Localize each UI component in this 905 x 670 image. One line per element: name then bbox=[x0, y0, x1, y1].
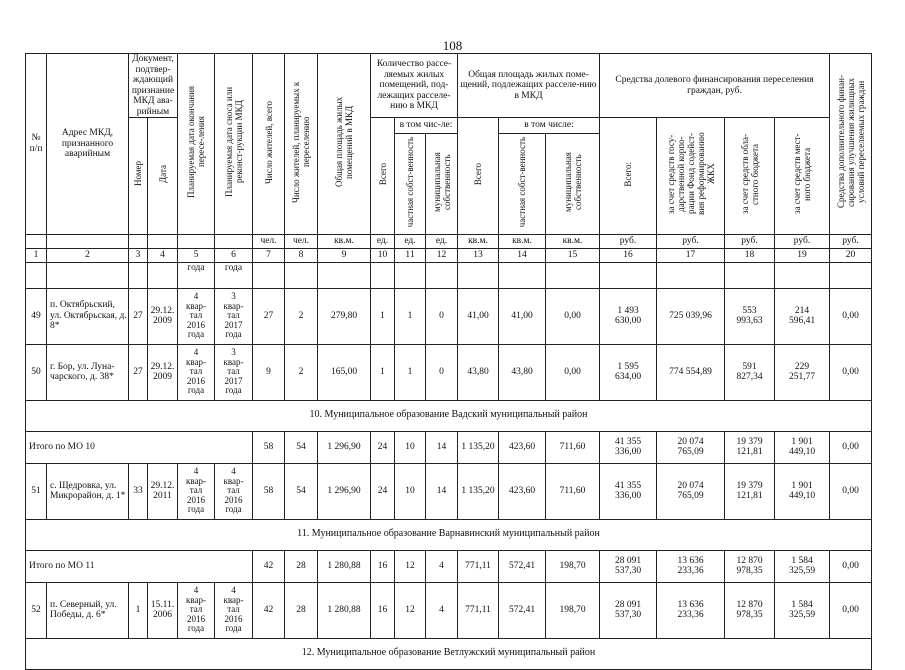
header-area-private: частная собст-венность bbox=[517, 136, 527, 228]
total-value: 1 135,20 bbox=[458, 431, 499, 463]
row-value: 1 901 449,10 bbox=[775, 463, 830, 519]
row-address: г. Бор, ул. Луна-чарского, д. 38* bbox=[47, 344, 129, 400]
unit-cell: руб. bbox=[830, 234, 872, 248]
unit-cell: ед. bbox=[371, 234, 395, 248]
row-value: 27 bbox=[253, 288, 285, 344]
unit-cell: кв.м. bbox=[458, 234, 499, 248]
table-cell bbox=[600, 262, 657, 288]
row-value: 41,00 bbox=[499, 288, 546, 344]
row-doc-date: 15.11. 2006 bbox=[148, 582, 178, 638]
table-cell bbox=[657, 262, 725, 288]
total-value: 12 870 978,35 bbox=[725, 550, 775, 582]
column-number-cell: 20 bbox=[830, 248, 872, 262]
total-value: 4 bbox=[426, 550, 458, 582]
unit-cell: руб. bbox=[775, 234, 830, 248]
row-value: 41,00 bbox=[458, 288, 499, 344]
total-value: 58 bbox=[253, 431, 285, 463]
row-value: 771,11 bbox=[458, 582, 499, 638]
row-value: 28 bbox=[285, 582, 318, 638]
total-value: 771,11 bbox=[458, 550, 499, 582]
header-address: Адрес МКД, признанного аварийным bbox=[47, 54, 129, 235]
column-number-cell: 17 bbox=[657, 248, 725, 262]
row-value: 214 596,41 bbox=[775, 288, 830, 344]
row-doc-number: 27 bbox=[129, 288, 148, 344]
row-value: 0,00 bbox=[830, 288, 872, 344]
row-address: п. Северный, ул. Победы, д. 6* bbox=[47, 582, 129, 638]
resettlement-table bbox=[25, 53, 872, 670]
row-value: 725 039,96 bbox=[657, 288, 725, 344]
section-title: 12. Муниципальное образование Ветлужский муниципальный район bbox=[26, 638, 872, 669]
continuation-row bbox=[26, 262, 872, 288]
table-cell bbox=[546, 262, 600, 288]
header-area-group: Общая площадь жилых поме-щений, подлежащих расселе-нию в МКД bbox=[458, 54, 600, 118]
header-total-area: Общая площадь жилых помещений в МКД bbox=[334, 96, 354, 188]
row-demolish: 4 квар- тал 2016 года bbox=[215, 582, 253, 638]
row-value: 1 135,20 bbox=[458, 463, 499, 519]
unit-cell bbox=[178, 234, 215, 248]
total-value: 14 bbox=[426, 431, 458, 463]
unit-cell bbox=[148, 234, 178, 248]
row-value: 20 074 765,09 bbox=[657, 463, 725, 519]
total-value: 42 bbox=[253, 550, 285, 582]
header-rooms-incl: в том чис-ле: bbox=[395, 118, 458, 134]
column-number-cell: 3 bbox=[129, 248, 148, 262]
unit-cell bbox=[215, 234, 253, 248]
section-title: 10. Муниципальное образование Вадский муниципальный район bbox=[26, 400, 872, 431]
row-resettle-end: 4 квар- тал 2016 года bbox=[178, 582, 215, 638]
section-title: 11. Муниципальное образование Варнавинский муниципальный район bbox=[26, 519, 872, 550]
total-value: 20 074 765,09 bbox=[657, 431, 725, 463]
total-label: Итого по МО 10 bbox=[26, 431, 253, 463]
row-value: 229 251,77 bbox=[775, 344, 830, 400]
section-row bbox=[26, 400, 872, 431]
total-value: 54 bbox=[285, 431, 318, 463]
total-value: 12 bbox=[395, 550, 426, 582]
row-value: 9 bbox=[253, 344, 285, 400]
table-cell bbox=[775, 262, 830, 288]
total-value: 41 355 336,00 bbox=[600, 431, 657, 463]
row-value: 1 595 634,00 bbox=[600, 344, 657, 400]
row-value: 1 280,88 bbox=[318, 582, 371, 638]
column-number-cell: 12 bbox=[426, 248, 458, 262]
row-value: 28 091 537,30 bbox=[600, 582, 657, 638]
row-number: 51 bbox=[26, 463, 47, 519]
table-cell: года bbox=[178, 262, 215, 288]
total-value: 28 bbox=[285, 550, 318, 582]
total-value: 711,60 bbox=[546, 431, 600, 463]
section-row bbox=[26, 638, 872, 669]
column-number-cell: 8 bbox=[285, 248, 318, 262]
total-value: 1 296,90 bbox=[318, 431, 371, 463]
row-value: 41 355 336,00 bbox=[600, 463, 657, 519]
header-doc-date: Дата bbox=[157, 165, 168, 183]
row-doc-date: 29.12. 2009 bbox=[148, 344, 178, 400]
total-value: 1 901 449,10 bbox=[775, 431, 830, 463]
row-value: 0,00 bbox=[830, 463, 872, 519]
total-value: 572,41 bbox=[499, 550, 546, 582]
row-value: 553 993,63 bbox=[725, 288, 775, 344]
table-cell bbox=[395, 262, 426, 288]
column-number-cell: 2 bbox=[47, 248, 129, 262]
table-cell bbox=[499, 262, 546, 288]
table-row bbox=[26, 463, 872, 519]
row-value: 14 bbox=[426, 463, 458, 519]
row-value: 711,60 bbox=[546, 463, 600, 519]
row-value: 0 bbox=[426, 344, 458, 400]
row-value: 572,41 bbox=[499, 582, 546, 638]
total-value: 198,70 bbox=[546, 550, 600, 582]
row-value: 19 379 121,81 bbox=[725, 463, 775, 519]
row-value: 12 870 978,35 bbox=[725, 582, 775, 638]
unit-cell: кв.м. bbox=[546, 234, 600, 248]
total-value: 1 584 325,59 bbox=[775, 550, 830, 582]
header-rooms-municipal: муниципальная собственность bbox=[431, 152, 452, 212]
section-row bbox=[26, 519, 872, 550]
header-residents-total: Число жителей, всего bbox=[263, 100, 274, 184]
row-value: 0,00 bbox=[546, 288, 600, 344]
row-value: 165,00 bbox=[318, 344, 371, 400]
row-value: 42 bbox=[253, 582, 285, 638]
row-resettle-end: 4 квар- тал 2016 года bbox=[178, 288, 215, 344]
column-number-cell: 4 bbox=[148, 248, 178, 262]
page-number: 108 bbox=[442, 38, 463, 53]
table-cell bbox=[426, 262, 458, 288]
row-doc-number: 27 bbox=[129, 344, 148, 400]
header-rooms-group: Количество рассе-ляемых жилых помещений, под-лежащих расселе-нию в МКД bbox=[371, 54, 458, 118]
row-value: 24 bbox=[371, 463, 395, 519]
row-number: 50 bbox=[26, 344, 47, 400]
row-value: 4 bbox=[426, 582, 458, 638]
header-funds-regional: за счет средств обла-стного бюджета bbox=[739, 133, 760, 215]
unit-cell: ед. bbox=[395, 234, 426, 248]
column-number-cell: 6 bbox=[215, 248, 253, 262]
row-value: 0,00 bbox=[830, 344, 872, 400]
header-n: № п/п bbox=[26, 54, 47, 235]
header-doc-number: Номер bbox=[133, 161, 143, 187]
row-address: п. Октябрьский, ул. Октябрьская, д. 8* bbox=[47, 288, 129, 344]
row-value: 13 636 233,36 bbox=[657, 582, 725, 638]
header-document: Документ, подтвер-ждающий признание МКД ава-рийным bbox=[129, 54, 178, 118]
row-value: 1 bbox=[395, 344, 426, 400]
row-doc-number: 1 bbox=[129, 582, 148, 638]
row-value: 1 bbox=[371, 288, 395, 344]
table-cell bbox=[129, 262, 148, 288]
column-number-cell: 1 bbox=[26, 248, 47, 262]
column-number-cell: 14 bbox=[499, 248, 546, 262]
header-area-total: Всего bbox=[473, 162, 483, 186]
unit-cell: кв.м. bbox=[318, 234, 371, 248]
unit-cell bbox=[129, 234, 148, 248]
header-rooms-total: Всего bbox=[377, 162, 388, 186]
column-number-cell: 15 bbox=[546, 248, 600, 262]
header-area-municipal: муниципальная собственность bbox=[562, 152, 583, 212]
unit-cell: кв.м. bbox=[499, 234, 546, 248]
unit-cell: чел. bbox=[285, 234, 318, 248]
row-number: 49 bbox=[26, 288, 47, 344]
total-value: 0,00 bbox=[830, 431, 872, 463]
row-demolish: 3 квар- тал 2017 года bbox=[215, 288, 253, 344]
row-value: 43,80 bbox=[499, 344, 546, 400]
header-funds-group: Средства долевого финансирования переселения граждан, руб. bbox=[600, 54, 830, 118]
table-cell bbox=[148, 262, 178, 288]
header-additional: Средства дополнительного финан-сирования улучшения жилищных условий переселяемых граждан bbox=[835, 75, 866, 209]
row-resettle-end: 4 квар- тал 2016 года bbox=[178, 463, 215, 519]
table-cell bbox=[371, 262, 395, 288]
unit-cell: руб. bbox=[657, 234, 725, 248]
column-number-cell: 10 bbox=[371, 248, 395, 262]
row-value: 1 493 630,00 bbox=[600, 288, 657, 344]
total-value: 10 bbox=[395, 431, 426, 463]
row-value: 12 bbox=[395, 582, 426, 638]
total-row bbox=[26, 550, 872, 582]
column-number-cell: 7 bbox=[253, 248, 285, 262]
row-value: 10 bbox=[395, 463, 426, 519]
row-demolish: 4 квар- тал 2016 года bbox=[215, 463, 253, 519]
table-cell bbox=[285, 262, 318, 288]
header-funds-total: Всего: bbox=[623, 161, 633, 187]
table-row bbox=[26, 344, 872, 400]
row-value: 1 bbox=[395, 288, 426, 344]
row-resettle-end: 4 квар- тал 2016 года bbox=[178, 344, 215, 400]
table-cell bbox=[458, 262, 499, 288]
row-doc-number: 33 bbox=[129, 463, 148, 519]
total-label: Итого по МО 11 bbox=[26, 550, 253, 582]
column-number-cell: 19 bbox=[775, 248, 830, 262]
column-number-cell: 11 bbox=[395, 248, 426, 262]
row-value: 2 bbox=[285, 288, 318, 344]
header-funds-fund: за счет средств госу-дарственной корпо-рации Фонд содейст-вия реформированию ЖКХ bbox=[665, 132, 716, 216]
units-row bbox=[26, 234, 872, 248]
row-value: 16 bbox=[371, 582, 395, 638]
header-funds-local: за счет средств мест-ного бюджета bbox=[792, 133, 812, 215]
table-cell bbox=[26, 262, 47, 288]
header-demolish: Планируемая дата сноса или реконст-рукции МКД bbox=[223, 86, 244, 198]
table-cell bbox=[47, 262, 129, 288]
header-resettle-end: Планируемая дата окончания пересе-ления bbox=[186, 85, 206, 199]
total-value: 13 636 233,36 bbox=[657, 550, 725, 582]
total-value: 28 091 537,30 bbox=[600, 550, 657, 582]
unit-cell: ед. bbox=[426, 234, 458, 248]
header-rooms-private: частная собст-венность bbox=[405, 136, 415, 228]
row-value: 591 827,34 bbox=[725, 344, 775, 400]
total-value: 0,00 bbox=[830, 550, 872, 582]
unit-cell: чел. bbox=[253, 234, 285, 248]
table-cell bbox=[725, 262, 775, 288]
table-cell bbox=[830, 262, 872, 288]
row-doc-date: 29.12. 2011 bbox=[148, 463, 178, 519]
column-number-cell: 9 bbox=[318, 248, 371, 262]
header-area-incl: в том числе: bbox=[499, 118, 600, 134]
row-value: 43,80 bbox=[458, 344, 499, 400]
row-value: 1 296,90 bbox=[318, 463, 371, 519]
header-residents-planned: Число жителей, планируемых к переселению bbox=[291, 81, 311, 203]
total-row bbox=[26, 431, 872, 463]
total-value: 423,60 bbox=[499, 431, 546, 463]
unit-cell: руб. bbox=[725, 234, 775, 248]
row-demolish: 3 квар- тал 2017 года bbox=[215, 344, 253, 400]
total-value: 16 bbox=[371, 550, 395, 582]
table-cell bbox=[253, 262, 285, 288]
unit-cell: руб. bbox=[600, 234, 657, 248]
table-cell bbox=[318, 262, 371, 288]
row-value: 2 bbox=[285, 344, 318, 400]
column-number-cell: 5 bbox=[178, 248, 215, 262]
unit-cell bbox=[47, 234, 129, 248]
column-number-cell: 13 bbox=[458, 248, 499, 262]
row-doc-date: 29.12. 2009 bbox=[148, 288, 178, 344]
row-number: 52 bbox=[26, 582, 47, 638]
row-value: 774 554,89 bbox=[657, 344, 725, 400]
row-value: 54 bbox=[285, 463, 318, 519]
unit-cell bbox=[26, 234, 47, 248]
row-value: 1 bbox=[371, 344, 395, 400]
row-value: 0 bbox=[426, 288, 458, 344]
table-cell: года bbox=[215, 262, 253, 288]
column-number-cell: 18 bbox=[725, 248, 775, 262]
table-row bbox=[26, 582, 872, 638]
row-value: 1 584 325,59 bbox=[775, 582, 830, 638]
row-value: 423,60 bbox=[499, 463, 546, 519]
row-value: 58 bbox=[253, 463, 285, 519]
row-value: 0,00 bbox=[546, 344, 600, 400]
column-number-cell: 16 bbox=[600, 248, 657, 262]
row-address: с. Щедровка, ул. Микрорайон, д. 1* bbox=[47, 463, 129, 519]
total-value: 1 280,88 bbox=[318, 550, 371, 582]
total-value: 19 379 121,81 bbox=[725, 431, 775, 463]
row-value: 0,00 bbox=[830, 582, 872, 638]
row-value: 279,80 bbox=[318, 288, 371, 344]
column-numbers-row bbox=[26, 248, 872, 262]
table-row bbox=[26, 288, 872, 344]
row-value: 198,70 bbox=[546, 582, 600, 638]
total-value: 24 bbox=[371, 431, 395, 463]
